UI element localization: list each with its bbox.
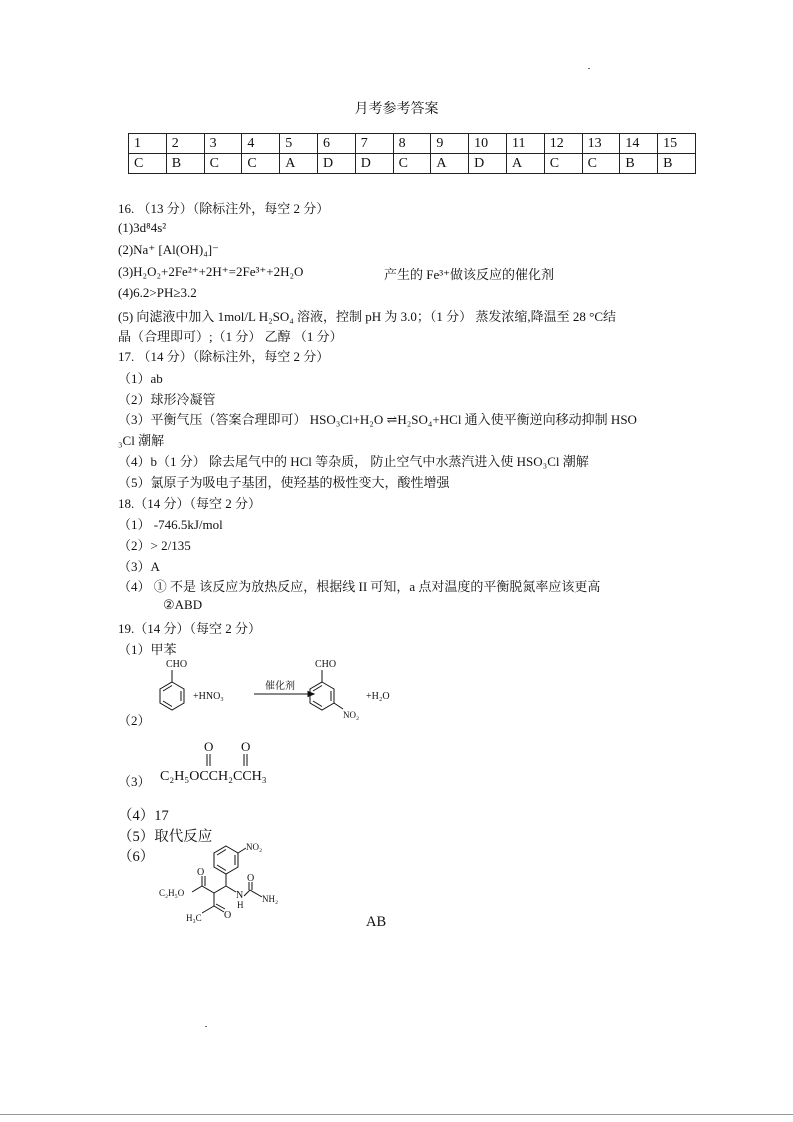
q17-answer-3a: （3）平衡气压（答案合理即可） HSO₃Cl+H₂O ⇌H₂SO₄+HCl 通入使平衡逆向移动抑制 HSO	[118, 412, 637, 427]
q16-answer-4: (4)6.2>PH≥3.2	[118, 285, 197, 300]
o-label-ketone: O	[224, 910, 232, 921]
scan-dot	[205, 1026, 207, 1027]
q19-answer-1: （1）甲苯	[118, 642, 177, 657]
page-title: 月考参考答案	[354, 102, 439, 117]
q17-heading: 17. （14 分）（除标注外，每空 2 分）	[118, 349, 330, 364]
table-cell: D	[355, 154, 393, 174]
page-bottom-rule	[0, 1114, 793, 1115]
table-cell: 8	[393, 134, 431, 154]
q19-heading: 19.（14 分）（每空 2 分）	[118, 621, 262, 636]
no2-label: NO₂	[343, 710, 360, 720]
h3c-label: H₃C	[186, 913, 202, 923]
table-cell: A	[431, 154, 469, 174]
q19-answer-2-label: （2）	[118, 713, 151, 728]
q18-answer-2: （2）> 2/135	[118, 538, 191, 553]
table-cell: 3	[204, 134, 242, 154]
q17-answer-4: （4）b（1 分） 除去尾气中的 HCl 等杂质， 防止空气中水蒸汽进入使 HSO₃Cl 潮解	[118, 454, 589, 469]
q16-answer-3b: 产生的 Fe³⁺做该反应的催化剂	[384, 267, 555, 282]
table-cell: 10	[469, 134, 507, 154]
product-structure	[150, 838, 310, 930]
q16-answer-1: (1)3d⁸4s²	[118, 220, 167, 235]
cho-label: CHO	[166, 659, 188, 670]
q18-heading: 18.（14 分）（每空 2 分）	[118, 496, 262, 511]
o-label-urea: O	[247, 873, 255, 884]
q18-answer-1: （1） -746.5kJ/mol	[118, 517, 223, 532]
table-cell: 2	[166, 134, 204, 154]
q16-answer-5a: (5) 向滤液中加入 1mol/L H₂SO₄ 溶液，控制 pH 为 3.0；（1 分） 蒸发浓缩,降温至 28 °C结	[118, 309, 617, 324]
q17-answer-5: （5）氯原子为吸电子基团，使羟基的极性变大，酸性增强	[118, 475, 450, 490]
q18-answer-4: （4） ① 不是 该反应为放热反应，根据线 II 可知，a 点对温度的平衡脱氮率应该更高	[118, 579, 601, 594]
table-cell: 15	[658, 134, 696, 154]
table-cell: 4	[242, 134, 280, 154]
answer-choice-row	[129, 154, 696, 174]
answer-table	[128, 133, 696, 174]
c2h5o-label: C₂H₅O	[159, 888, 185, 898]
h-label: H	[237, 900, 244, 910]
table-cell: 12	[544, 134, 582, 154]
nitrobenzaldehyde-structure	[310, 670, 343, 710]
table-cell: 1	[129, 134, 167, 154]
n-label: N	[236, 890, 244, 901]
table-cell: 13	[582, 134, 620, 154]
o-label-ester: O	[197, 867, 205, 878]
table-cell: 7	[355, 134, 393, 154]
q19-answer-5: （5）取代反应	[118, 829, 213, 845]
cho-label-product: CHO	[315, 659, 337, 670]
table-cell: C	[393, 154, 431, 174]
q19-answer-6-ab: AB	[366, 914, 387, 930]
q17-answer-3b: ₃Cl 潮解	[118, 433, 165, 448]
table-cell: A	[506, 154, 544, 174]
table-cell: C	[204, 154, 242, 174]
table-cell: A	[280, 154, 318, 174]
ester-formula: C₂H₅OCCH₂CCH₃	[160, 769, 267, 784]
ester-structure	[156, 738, 296, 788]
table-cell: D	[317, 154, 355, 174]
scan-dot	[588, 68, 590, 69]
table-cell: 11	[506, 134, 544, 154]
table-cell: C	[129, 154, 167, 174]
q18-answer-4b: ②ABD	[163, 597, 203, 612]
table-cell: B	[166, 154, 204, 174]
q17-answer-1: （1）ab	[118, 371, 163, 386]
q16-answer-5b: 晶（合理即可）;（1 分） 乙醇 （1 分）	[118, 329, 343, 344]
carbonyl-o-1: O	[204, 739, 214, 754]
q16-answer-2: (2)Na⁺ [Al(OH)₄]⁻	[118, 242, 219, 257]
q19-answer-4: （4）17	[118, 808, 169, 824]
reaction-scheme	[150, 654, 410, 726]
table-cell: C	[582, 154, 620, 174]
q16-heading: 16. （13 分）（除标注外，每空 2 分）	[118, 201, 330, 216]
catalyst-label: 催化剂	[265, 681, 295, 692]
carbonyl-o-2: O	[241, 739, 251, 754]
table-cell: 14	[620, 134, 658, 154]
table-cell: D	[469, 154, 507, 174]
table-cell: 6	[317, 134, 355, 154]
h2o-label: +H₂O	[366, 691, 390, 702]
table-cell: C	[242, 154, 280, 174]
q16-answer-3a: (3)H₂O₂+2Fe²⁺+2H⁺=2Fe³⁺+2H₂O	[118, 264, 304, 279]
table-cell: 5	[280, 134, 318, 154]
reaction-arrow	[254, 692, 314, 697]
benzaldehyde-structure	[160, 670, 184, 710]
no2-label-6: NO₂	[246, 842, 263, 852]
q18-answer-3: （3）A	[118, 559, 160, 574]
q19-answer-6-label: （6）	[118, 849, 155, 865]
nh2-label: NH₂	[262, 894, 279, 904]
answer-number-row	[129, 134, 696, 154]
q17-answer-2: （2）球形冷凝管	[118, 392, 216, 407]
table-cell: C	[544, 154, 582, 174]
hno3-label: +HNO₃	[193, 691, 224, 702]
q19-answer-3-label: （3）	[118, 774, 151, 789]
table-cell: B	[658, 154, 696, 174]
table-cell: 9	[431, 134, 469, 154]
table-cell: B	[620, 154, 658, 174]
